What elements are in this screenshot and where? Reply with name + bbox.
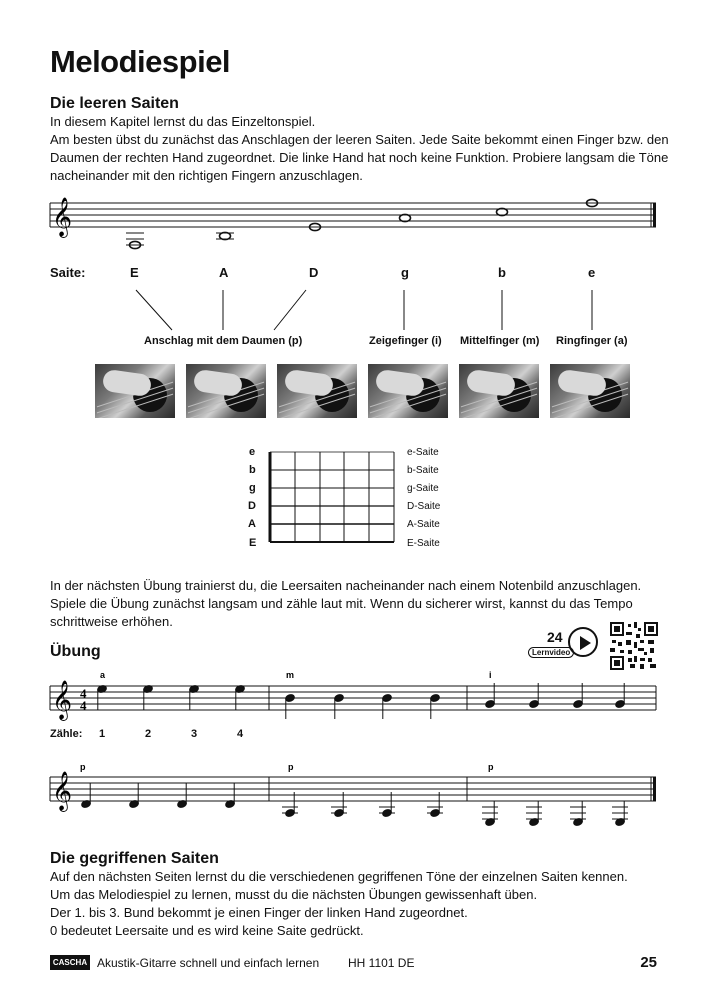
- treble-clef-icon: 𝄞: [52, 197, 73, 237]
- string-name: g: [401, 265, 409, 280]
- finger-mark: p: [288, 762, 294, 772]
- fretboard-right-label: b-Saite: [407, 465, 439, 476]
- fretboard-left-label: g: [249, 482, 256, 494]
- finger-mark: i: [489, 670, 492, 680]
- photo-ring-e: [550, 364, 630, 418]
- exercise-staff-line-1: [0, 670, 707, 730]
- video-number: 24: [547, 629, 563, 645]
- finger-mark: p: [80, 762, 86, 772]
- exercise-intro-text: In der nächsten Übung trainierst du, die Leersaiten nacheinander nach einem Notenbild anzuschlagen. Spiele die Übung zunächst langsam und zähle laut mit. Wenn du sicherer wirst, kannst du das Tempo schrittweise erhöhen.: [50, 578, 642, 629]
- footer-book-title: Akustik-Gitarre schnell und einfach lernen: [97, 956, 320, 970]
- fretboard-left-label: b: [249, 464, 256, 476]
- treble-clef-icon: 𝄞: [52, 680, 73, 720]
- footer-book-code: HH 1101 DE: [348, 956, 415, 970]
- fretboard-right-label: e-Saite: [407, 447, 439, 458]
- finger-mark: m: [286, 670, 295, 680]
- fretboard-right-label: D-Saite: [407, 501, 441, 512]
- qr-code-icon[interactable]: [610, 622, 658, 670]
- fretboard-right-label: A-Saite: [407, 519, 440, 530]
- exercise-heading: Übung: [50, 643, 101, 660]
- index-finger-label: Zeigefinger (i): [369, 335, 442, 347]
- photo-thumb-D: [277, 364, 357, 418]
- treble-clef-icon: 𝄞: [52, 771, 73, 811]
- fretboard-left-label: e: [249, 446, 256, 458]
- string-name: E: [130, 265, 139, 280]
- photo-thumb-A: [186, 364, 266, 418]
- middle-finger-label: Mittelfinger (m): [460, 335, 540, 347]
- section-heading-fretted-strings: Die gegriffenen Saiten: [50, 850, 219, 867]
- thumb-label: Anschlag mit dem Daumen (p): [144, 335, 303, 347]
- fretboard-left-label: A: [248, 518, 256, 530]
- finger-mark: a: [100, 670, 106, 680]
- page-number: 25: [640, 954, 657, 971]
- play-icon[interactable]: [568, 627, 598, 657]
- fretboard-left-label: D: [248, 500, 256, 512]
- exercise-staff-line-2: [0, 760, 707, 840]
- section-heading-open-strings: Die leeren Saiten: [50, 95, 179, 112]
- string-name: A: [219, 265, 229, 280]
- string-name: e: [588, 265, 596, 280]
- string-name: b: [498, 265, 506, 280]
- count-number: 1: [99, 728, 106, 740]
- fretboard-right-label: g-Saite: [407, 483, 439, 494]
- finger-mark: p: [488, 762, 494, 772]
- saite-label: Saite:: [50, 265, 86, 280]
- count-number: 3: [191, 728, 198, 740]
- open-strings-staff: [0, 190, 707, 270]
- photo-index-g: [368, 364, 448, 418]
- finger-connector-lines: [0, 288, 707, 338]
- intro-text: In diesem Kapitel lernst du das Einzeltonspiel. Am besten übst du zunächst das Anschlagen der leeren Saiten. Jede Saite bekommt einen Finger bzw. den Daumen der rechten Hand zugeordnet. Die linke Hand hat noch keine Funktion. Probiere langsam die Töne nacheinander mit den richtigen Fingern anzuschlagen.: [50, 114, 669, 183]
- fretboard-right-label: E-Saite: [407, 538, 440, 549]
- count-number: 4: [237, 728, 244, 740]
- ring-finger-label: Ringfinger (a): [556, 335, 628, 347]
- publisher-logo: CASCHA: [50, 955, 90, 970]
- page-title: Melodiespiel: [50, 44, 231, 79]
- count-number: 2: [145, 728, 152, 740]
- fretted-strings-text: Auf den nächsten Seiten lernst du die verschiedenen gegriffenen Töne der einzelnen Saiten kennen. Um das Melodiespiel zu lernen, musst du die nächsten Übungen gewissenhaft üben. Der 1. bis 3. Bund bekommt je einen Finger der linken Hand zugeordnet. 0 bedeutet Leersaite und es wird keine Saite gedrückt.: [50, 869, 628, 938]
- video-label: Lernvideo: [528, 647, 574, 658]
- string-name: D: [309, 265, 319, 280]
- video-badge[interactable]: [528, 626, 600, 662]
- fretboard-diagram: [262, 447, 402, 547]
- time-signature-bottom: 4: [80, 698, 87, 713]
- time-signature-top: 4: [80, 686, 87, 701]
- fretboard-left-label: E: [249, 537, 257, 549]
- photo-thumb-E: [95, 364, 175, 418]
- count-label: Zähle:: [50, 728, 83, 740]
- photo-middle-b: [459, 364, 539, 418]
